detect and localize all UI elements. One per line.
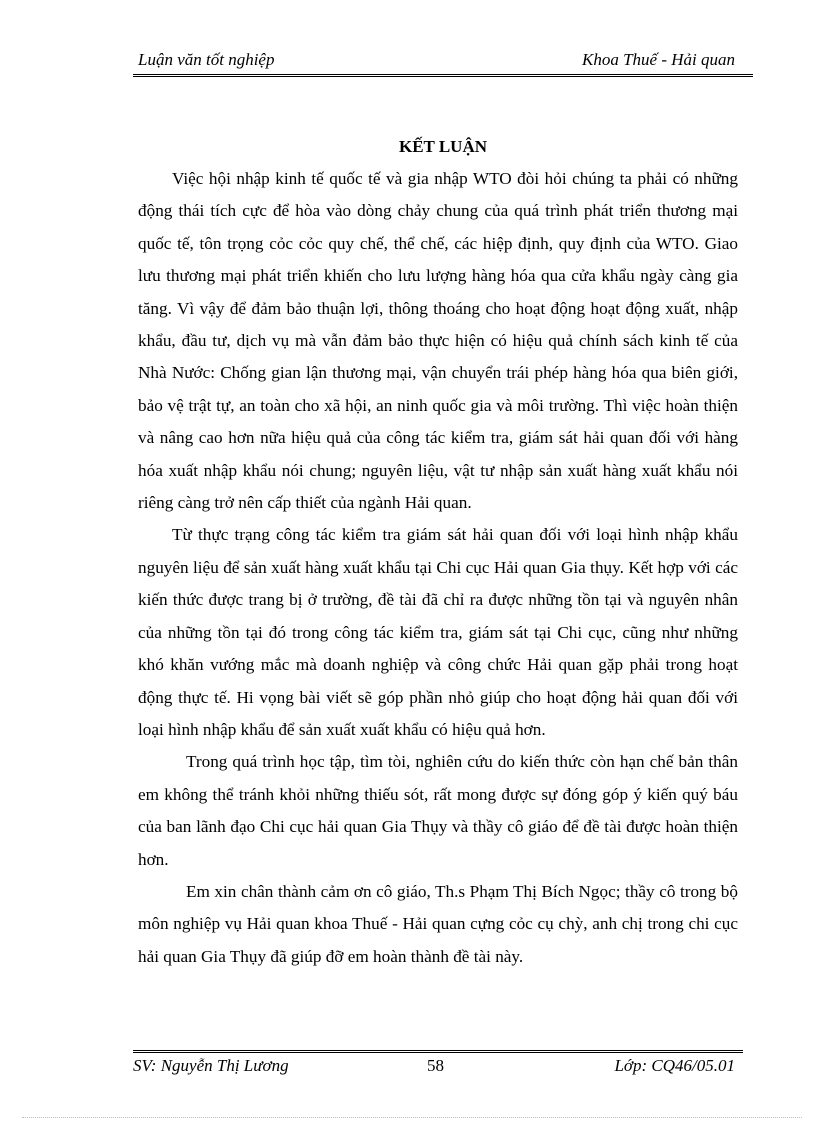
paragraph-2: Từ thực trạng công tác kiểm tra giám sát hải quan đối với loại hình nhập khẩu nguyên liệu để sản xuất hàng xuất khẩu tại Chi cục Hải quan Gia thụy. Kết hợp với các kiến thức được trang bị ở trường, đề tài đã chỉ ra được những tồn tại và nguyên nhân của những tồn tại đó trong công tác kiểm tra, giám sát tại Chi cục, cũng như những khó khăn vướng mắc mà doanh nghiệp và công chức Hải quan gặp phải trong hoạt động thực tế. Hi vọng bài viết sẽ góp phần nhỏ giúp cho hoạt động hải quan đối với loại hình nhập khẩu để sản xuất xuất khẩu có hiệu quả hơn. [138,525,738,739]
page-number: 58 [427,1056,444,1075]
paragraph-1: Việc hội nhập kinh tế quốc tế và gia nhập WTO đòi hỏi chúng ta phải có những động thái tích cực để hòa vào dòng chảy chung của quá trình phát triển thương mại quốc tế, tôn trọng cỏc cỏc quy chế, thể chế, các hiệp định, quy định của WTO. Giao lưu thương mại phát triển khiến cho lưu lượng hàng hóa qua cửa khẩu ngày càng gia tăng. Vì vậy để đảm bảo thuận lợi, thông thoáng cho hoạt động hoạt động xuất, nhập khẩu, đầu tư, dịch vụ mà vẫn đảm bảo thực hiện có hiệu quả chính sách kinh tế của Nhà Nước: Chống gian lận thương mại, vận chuyển trái phép hàng hóa qua biên giới, bảo vệ trật tự, an toàn cho xã hội, an ninh quốc gia và môi trường. Thì việc hoàn thiện và nâng cao hơn nữa hiệu quả của công tác kiểm tra, giám sát hải quan đối với hàng hóa xuất nhập khẩu nói chung; nguyên liệu, vật tư nhập sản xuất hàng xuất khẩu nói riêng càng trở nên cấp thiết của ngành Hải quan. [138,169,738,513]
page-footer [133,1050,743,1079]
header-thesis-label: Luận văn tốt nghiệp [138,50,275,69]
section-title: KẾT LUẬN [398,137,487,156]
paragraph-3: Trong quá trình học tập, tìm tòi, nghiên cứu do kiến thức còn hạn chế bản thân em không thể tránh khỏi những thiếu sót, rất mong được sự đóng góp ý kiến quý báu của ban lãnh đạo Chi cục hải quan Gia Thụy và thầy cô giáo để đề tài được hoàn thiện hơn. [138,752,738,869]
footer-class-code: Lớp: CQ46/05.01 [614,1056,735,1075]
page-header [133,48,753,77]
footer-student-name: SV: Nguyễn Thị Lương [133,1056,289,1075]
page-edge-divider [22,1117,802,1118]
header-faculty-label: Khoa Thuế - Hải quan [582,50,735,69]
paragraph-4: Em xin chân thành cảm ơn cô giáo, Th.s Phạm Thị Bích Ngọc; thầy cô trong bộ môn nghiệp vụ Hải quan khoa Thuế - Hải quan cựng cỏc cụ chỳ, anh chị trong chi cục hải quan Gia Thụy đã giúp đỡ em hoàn thành đề tài này. [138,881,738,966]
document-body [138,163,738,973]
